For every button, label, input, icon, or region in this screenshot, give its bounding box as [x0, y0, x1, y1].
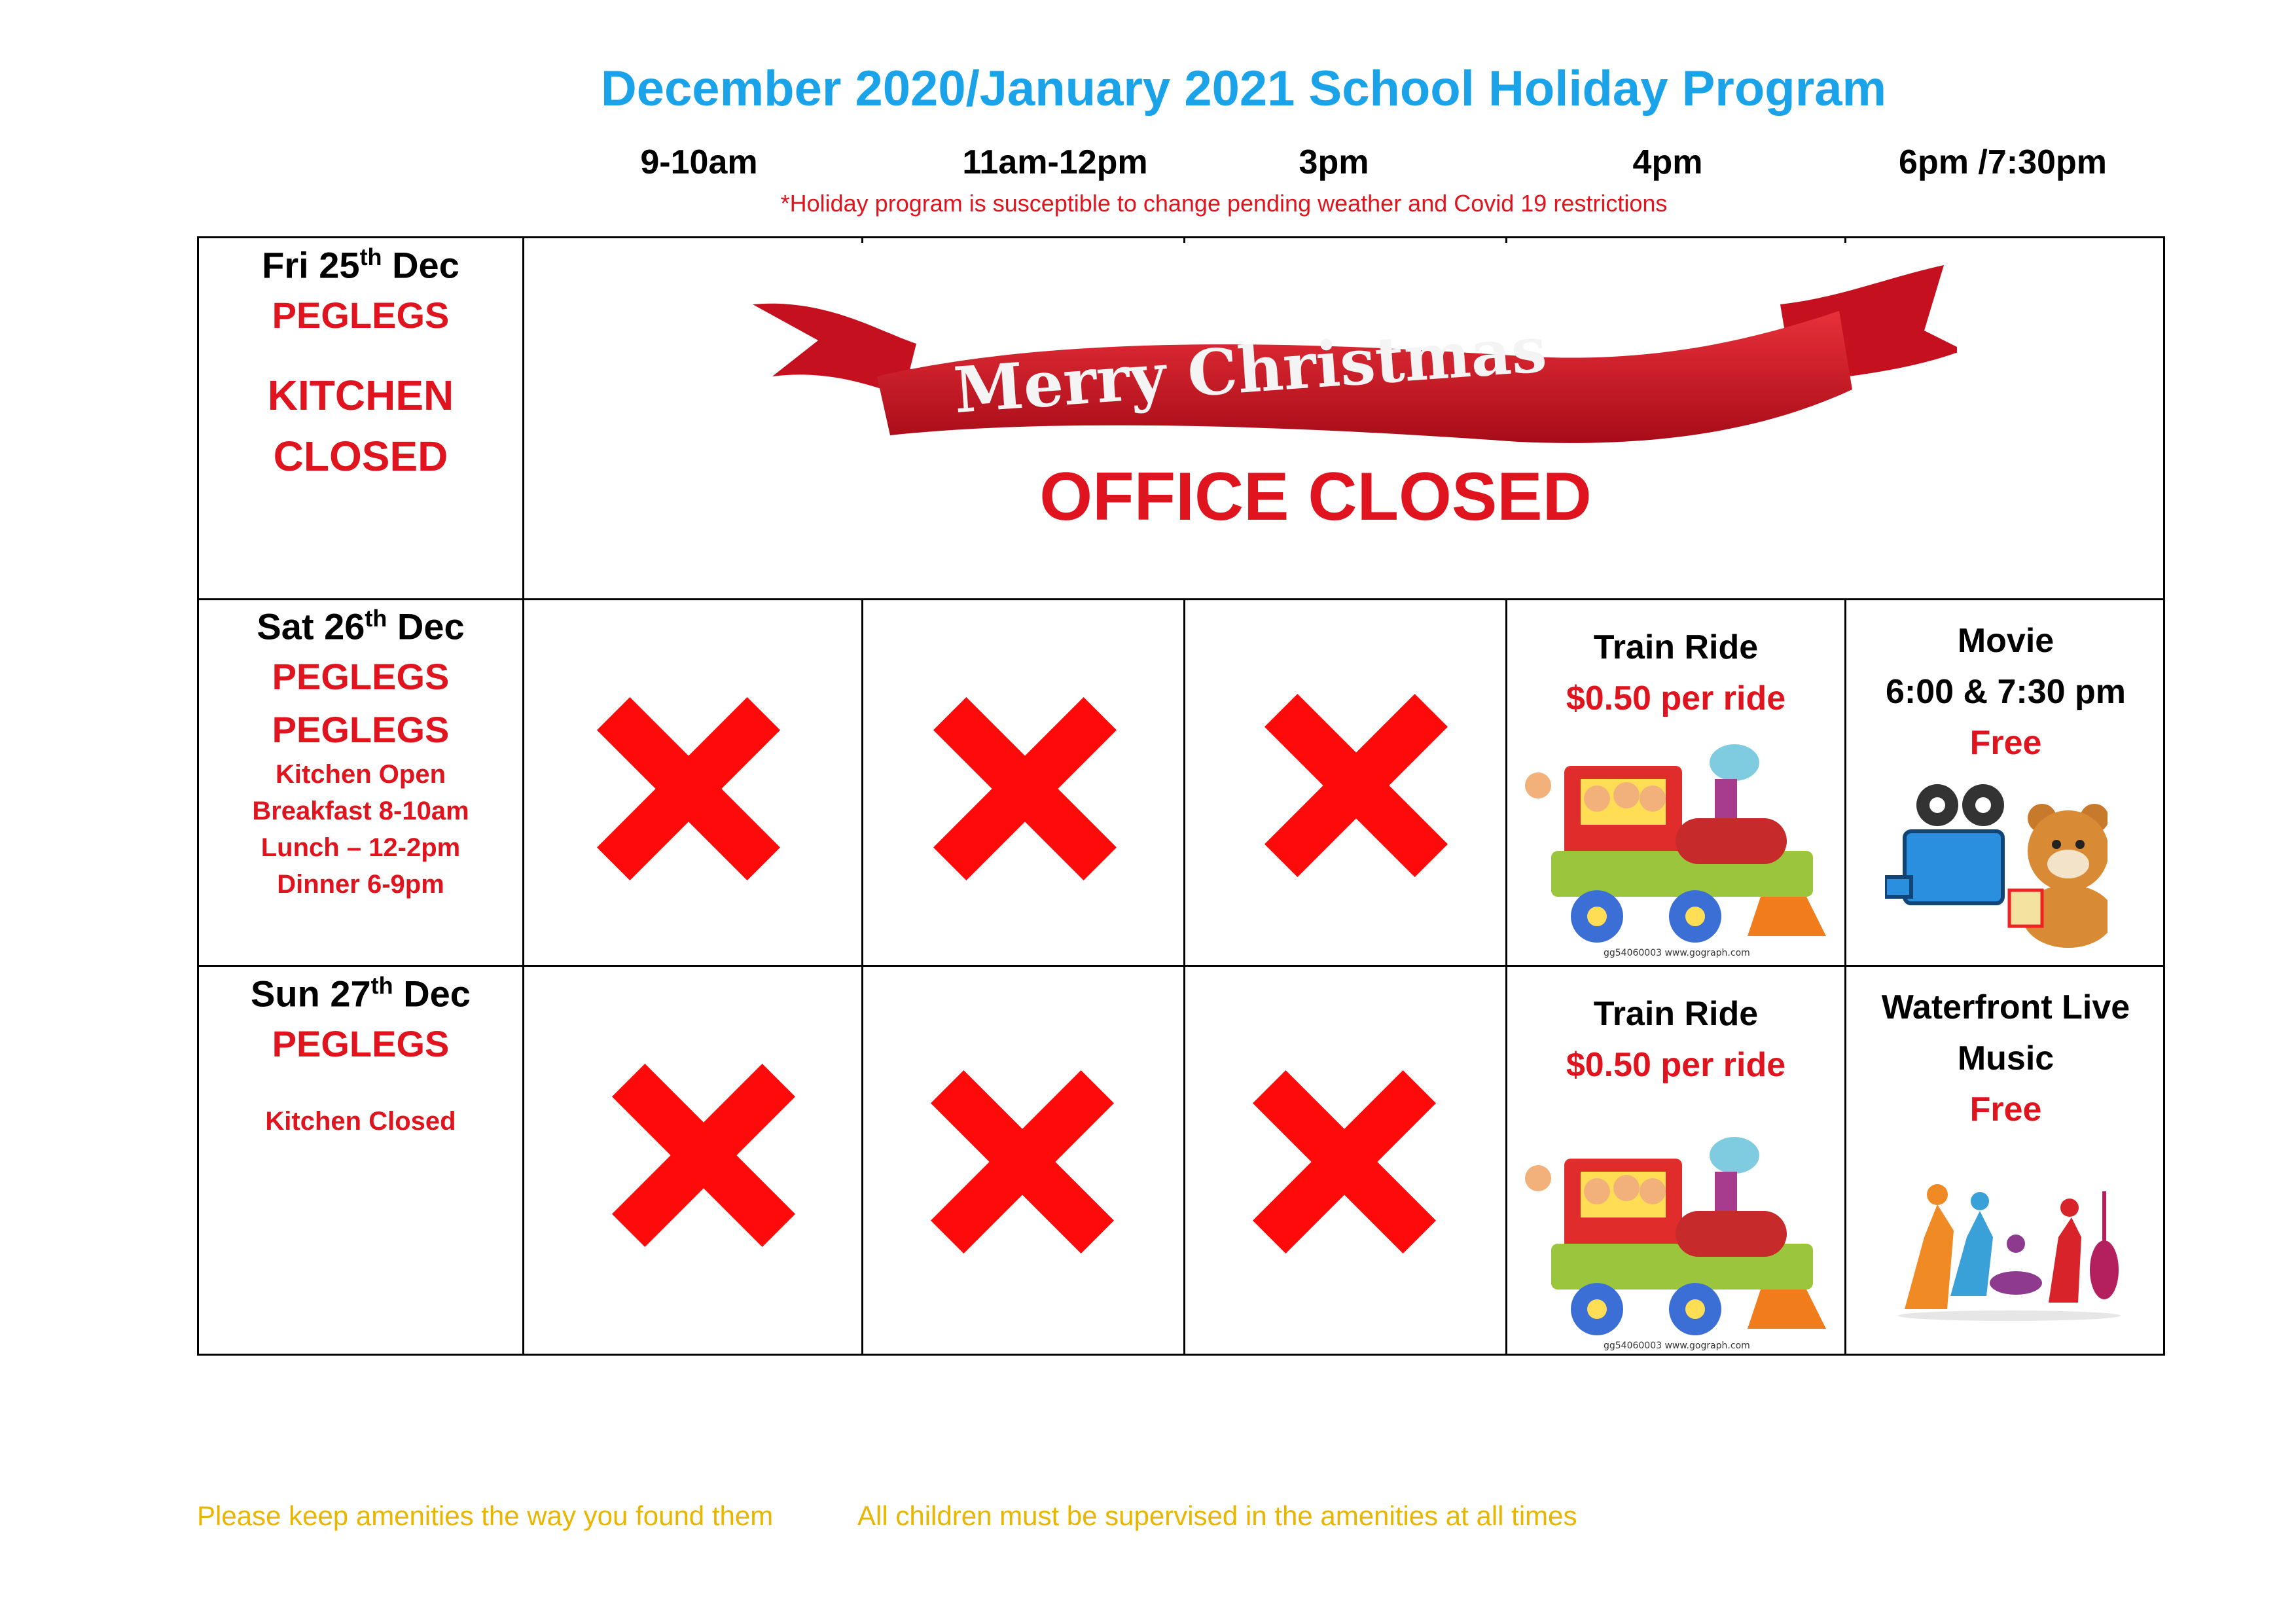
activity-price: $0.50 per ride — [1566, 1046, 1786, 1084]
venue-label: PEGLEGS — [272, 708, 450, 750]
kitchen-hours: Lunch – 12-2pm — [260, 833, 461, 863]
grid-line — [522, 236, 524, 1356]
activity-6pm-sat — [1846, 615, 2165, 768]
cancelled-cross-icon — [1265, 694, 1448, 877]
cancelled-cross-icon — [931, 1070, 1114, 1254]
merry-christmas-banner — [746, 259, 1957, 455]
venue-label: PEGLEGS — [272, 655, 450, 697]
time-slot-4: 4pm — [1632, 143, 1703, 181]
grid-tick — [1505, 236, 1507, 243]
activity-title: Music — [1957, 1039, 2054, 1077]
time-slot-3: 3pm — [1299, 143, 1369, 181]
activity-price: Free — [1969, 724, 2042, 762]
day-label: Fri 25th Dec — [262, 244, 459, 286]
image-watermark: gg54060003 www.gograph.com — [1604, 948, 1750, 958]
time-slot-2: 11am-12pm — [962, 143, 1148, 181]
movie-bear-image — [1885, 779, 2108, 949]
activity-title: Train Ride — [1593, 628, 1759, 666]
grid-line — [197, 965, 2165, 967]
day-cell-sat — [199, 604, 522, 903]
activity-title: Movie — [1957, 622, 2054, 660]
day-label: Sun 27th Dec — [251, 972, 471, 1015]
program-note: *Holiday program is susceptible to change pending weather and Covid 19 restrictions — [780, 190, 1668, 217]
cancelled-cross-icon — [1253, 1070, 1436, 1254]
kitchen-status: KITCHEN — [267, 371, 454, 419]
cancelled-cross-icon — [612, 1064, 795, 1247]
kitchen-hours: Breakfast 8-10am — [252, 797, 469, 826]
activity-title: Train Ride — [1593, 995, 1759, 1033]
activity-title: Waterfront Live — [1881, 988, 2130, 1026]
time-slot-5: 6pm /7:30pm — [1899, 143, 2107, 181]
page-title: December 2020/January 2021 School Holiday Program — [600, 61, 1887, 117]
activity-price: $0.50 per ride — [1566, 679, 1786, 717]
footer-note-left: Please keep amenities the way you found them — [197, 1500, 774, 1531]
kitchen-hours: Kitchen Open — [275, 760, 446, 789]
grid-tick — [861, 236, 863, 243]
venue-label: PEGLEGS — [272, 294, 450, 336]
kitchen-hours: Kitchen Closed — [265, 1106, 456, 1136]
footer-note-right: All children must be supervised in the amenities at all times — [857, 1500, 1577, 1531]
time-slot-1: 9-10am — [640, 143, 758, 181]
activity-4pm-sun — [1507, 988, 1844, 1091]
activity-price: Free — [1969, 1091, 2042, 1128]
train-ride-image — [1525, 740, 1826, 962]
activity-6pm-sun — [1846, 982, 2165, 1135]
train-ride-image — [1525, 1132, 1826, 1355]
grid-line — [861, 600, 863, 1356]
day-cell-sun — [199, 971, 522, 1140]
day-label: Sat 26th Dec — [257, 605, 465, 647]
live-music-image — [1892, 1165, 2127, 1322]
grid-line — [1183, 600, 1185, 1356]
cancelled-cross-icon — [597, 697, 780, 880]
grid-tick — [1844, 236, 1846, 243]
grid-line — [197, 598, 2165, 600]
kitchen-status: CLOSED — [273, 432, 448, 480]
kitchen-hours: Dinner 6-9pm — [277, 870, 444, 899]
cancelled-cross-icon — [933, 697, 1117, 880]
image-watermark: gg54060003 www.gograph.com — [1604, 1341, 1750, 1351]
office-closed-label: OFFICE CLOSED — [1039, 459, 1592, 535]
day-cell-fri — [199, 242, 522, 486]
venue-label: PEGLEGS — [272, 1022, 450, 1064]
activity-4pm-sat — [1507, 622, 1844, 724]
banner-text: Merry Christmas — [951, 312, 1549, 427]
activity-time: 6:00 & 7:30 pm — [1885, 673, 2126, 711]
grid-tick — [1183, 236, 1185, 243]
